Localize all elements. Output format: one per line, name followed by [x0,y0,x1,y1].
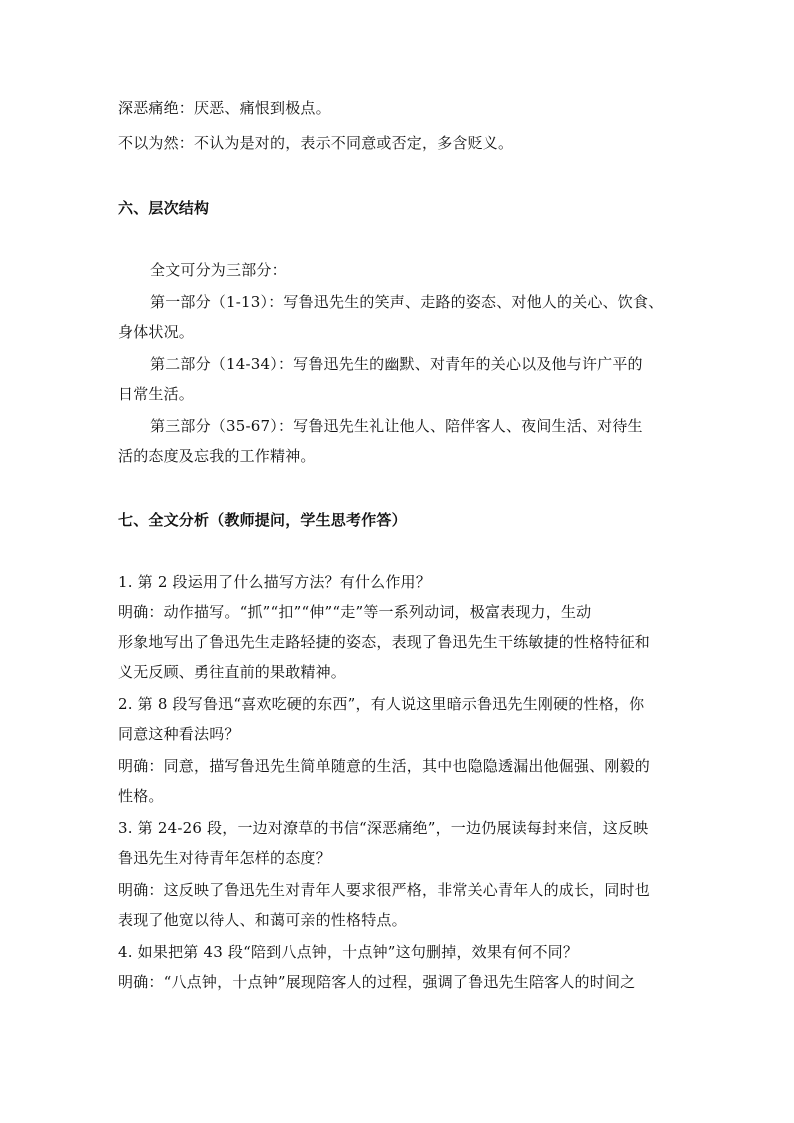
structure-part-2-cont: 日常生活。 [118,385,195,403]
answer-1-line-3: 义无反顾、勇往直前的果敢精神。 [118,663,347,681]
structure-part-3: 第三部分（35-67）：写鲁迅先生礼让他人、陪伴客人、夜间生活、对待生 [150,417,643,435]
question-3-line-1: 3. 第 24-26 段，一边对潦草的书信“深恶痛绝”，一边仍展读每封来信，这反映 [118,819,649,837]
structure-intro: 全文可分为三部分： [150,261,287,279]
section-7-heading: 七、全文分析（教师提问，学生思考作答） [118,511,407,529]
answer-2-line-2: 性格。 [118,787,164,805]
vocab-item-1: 深恶痛绝：厌恶、痛恨到极点。 [118,99,331,117]
answer-4-line-1: 明确：“八点钟，十点钟”展现陪客人的过程，强调了鲁迅先生陪客人的时间之 [118,973,636,991]
section-6-heading: 六、层次结构 [118,199,210,217]
question-2-line-1: 2. 第 8 段写鲁迅“喜欢吃硬的东西”，有人说这里暗示鲁迅先生刚硬的性格，你 [118,695,645,713]
structure-part-2: 第二部分（14-34）：写鲁迅先生的幽默、对青年的关心以及他与许广平的 [150,355,643,373]
structure-part-3-cont: 活的态度及忘我的工作精神。 [118,447,316,465]
answer-1-line-2: 形象地写出了鲁迅先生走路轻捷的姿态，表现了鲁迅先生干练敏捷的性格特征和 [118,633,651,651]
structure-part-1-cont: 身体状况。 [118,323,195,341]
answer-3-line-2: 表现了他宽以待人、和蔼可亲的性格特点。 [118,911,407,929]
vocab-item-2: 不以为然：不认为是对的，表示不同意或否定，多含贬义。 [118,134,514,152]
answer-1-line-1: 明确：动作描写。“抓”“扣”“伸”“走”等一系列动词，极富表现力，生动 [118,603,592,621]
structure-part-1: 第一部分（1-13）：写鲁迅先生的笑声、走路的姿态、对他人的关心、饮食、 [150,293,664,311]
question-3-line-2: 鲁迅先生对待青年怎样的态度？ [118,849,331,867]
question-2-line-2: 同意这种看法吗？ [118,725,240,743]
answer-2-line-1: 明确：同意，描写鲁迅先生简单随意的生活，其中也隐隐透漏出他倔强、刚毅的 [118,757,651,775]
answer-3-line-1: 明确：这反映了鲁迅先生对青年人要求很严格，非常关心青年人的成长，同时也 [118,881,651,899]
question-1: 1. 第 2 段运用了什么描写方法？有什么作用？ [118,573,431,591]
question-4: 4. 如果把第 43 段“陪到八点钟，十点钟”这句删掉，效果有何不同？ [118,943,579,961]
